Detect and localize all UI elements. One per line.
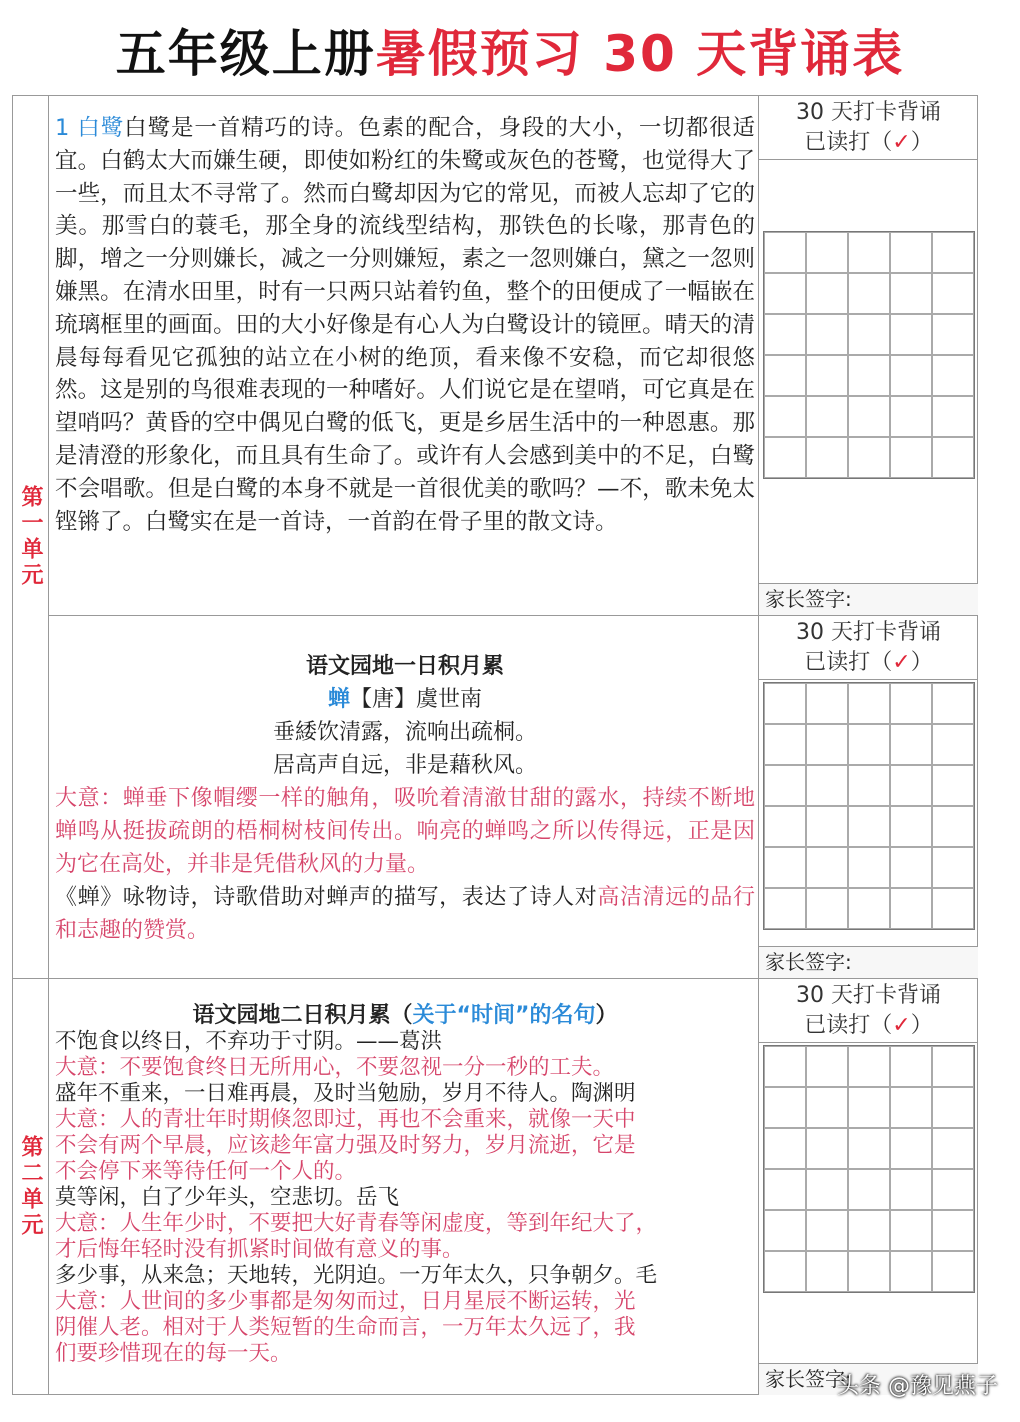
quote-meaning: 不会停下来等待任何一个人的。 [55, 1159, 357, 1184]
checkin-cell[interactable] [932, 1169, 974, 1210]
lesson-body: 白鹭是一首精巧的诗。色素的配合，身段的大小，一切都很适宜。白鹤太大而嫌生硬，即使如粉红的朱鹭或灰色的苍鹭，也觉得大了一些，而且太不寻常了。然而白鹭却因为它的常见，而被人忘却了它的美。那雪白的蓑毛，那全身的流线型结构，那铁色的长喙，那青色的脚，增之一分则嫌长，减之一分则嫌短，素之一忽则嫌白，黛之一忽则嫌黑。在清水田里，时有一只两只站着钓鱼，整个的田便成了一幅嵌在琉璃框里的画面。田的大小好像是有心人为白鹭设计的镜匣。晴天的清晨每每看见它孤独的站立在小树的绝顶，看来像不安稳，而它却很悠然。这是别的鸟很难表现的一种嗜好。人们说它是在望哨，可它真是在望哨吗？黄昏的空中偶见白鹭的低飞，更是乡居生活中的一种恩惠。那是清澄的形象化，而且具有生命了。或许有人会感到美中的不足，白鹭不会唱歌。但是白鹭的本身不就是一首很优美的歌吗？—不，歌未免太铿锵了。白鹭实在是一首诗，一首韵在骨子里的散文诗。 [55, 115, 755, 535]
checkin-cell[interactable] [890, 1046, 932, 1087]
checkin-cell[interactable] [890, 1087, 932, 1128]
checkin-cell[interactable] [890, 683, 932, 724]
checkin-cell[interactable] [890, 355, 932, 396]
checkin-cell[interactable] [848, 765, 890, 806]
checkin-cell[interactable] [848, 314, 890, 355]
checkin-cell[interactable] [932, 232, 974, 273]
checkin-cell[interactable] [806, 1087, 848, 1128]
quote-line: 不饱食以终日，不弃功于寸阴。——葛洪 [55, 1029, 443, 1054]
read-mark-label: 已读打（ [804, 650, 893, 675]
checkin-cell[interactable] [932, 1087, 974, 1128]
poem-meaning: 大意：蝉垂下像帽缨一样的触角，吸吮着清澈甘甜的露水，持续不断地蝉鸣从挺拔疏朗的梧桐树枝间传出。响亮的蝉鸣之所以传得远，正是因为它在高处，并非是凭借秋风的力量。 [55, 786, 755, 877]
egret-text [55, 96, 755, 615]
poem-line: 垂緌饮清露，流响出疏桐。 [272, 720, 537, 745]
recitation-table [12, 95, 978, 1395]
checkin-cell[interactable] [932, 683, 974, 724]
checkin-cell[interactable] [764, 314, 806, 355]
checkin-cell[interactable] [848, 806, 890, 847]
checkin-cell[interactable] [932, 437, 974, 478]
checkin-cell[interactable] [890, 724, 932, 765]
checkin-cell[interactable] [764, 355, 806, 396]
checkin-cell[interactable] [806, 1046, 848, 1087]
checkin-cell[interactable] [890, 888, 932, 929]
checkin-cell[interactable] [932, 806, 974, 847]
quote-meaning: 们要珍惜现在的每一天。 [55, 1341, 292, 1366]
checkin-cell[interactable] [890, 314, 932, 355]
checkin-cell[interactable] [890, 806, 932, 847]
title-part1: 五年级上册 [115, 25, 376, 83]
checkin-cell[interactable] [848, 847, 890, 888]
checkin-cell[interactable] [806, 888, 848, 929]
checkin-grid[interactable] [763, 682, 975, 930]
poem-author: 【唐】虞世南 [350, 687, 483, 712]
checkin-cell[interactable] [806, 1210, 848, 1251]
checkin-cell[interactable] [848, 1087, 890, 1128]
poem-note: 《蝉》咏物诗，诗歌借助对蝉声的描写，表达了诗人对 [55, 885, 598, 910]
checkin-panel [758, 979, 978, 1395]
quote-meaning: 阴催人老。相对于人类短暂的生命而言，一万年太久远了，我 [55, 1315, 636, 1340]
checkin-grid[interactable] [763, 231, 975, 479]
checkin-cell[interactable] [932, 1251, 974, 1292]
title-part2: 暑假预习 30 天背诵表 [375, 25, 905, 83]
checkin-cell[interactable] [848, 1169, 890, 1210]
checkin-cell[interactable] [890, 1128, 932, 1169]
read-mark-label: 已读打（ [804, 130, 893, 155]
parent-signature[interactable]: 家长签字: [759, 583, 978, 615]
checkin-cell[interactable] [890, 1251, 932, 1292]
parent-signature[interactable]: 家长签字: [759, 1363, 978, 1395]
poem-note-highlight: 高洁清远的品行和志趣的赞赏。 [55, 885, 755, 943]
checkin-cell[interactable] [890, 765, 932, 806]
poem-title: 蝉 [327, 687, 350, 712]
checkin-cell[interactable] [848, 273, 890, 314]
checkin-cell[interactable] [848, 1251, 890, 1292]
checkin-cell[interactable] [932, 396, 974, 437]
unit-label-2: 第二单元 [13, 979, 49, 1395]
checkin-cell[interactable] [932, 1128, 974, 1169]
checkin-cell[interactable] [848, 396, 890, 437]
quote-line: 多少事，从来急；天地转，光阴迫。一万年太久，只争朝夕。毛 [55, 1263, 658, 1288]
checkin-cell[interactable] [848, 1210, 890, 1251]
heading-end: ） [595, 1003, 618, 1028]
checkin-cell[interactable] [932, 847, 974, 888]
checkin-cell[interactable] [806, 765, 848, 806]
checkin-cell[interactable] [890, 1169, 932, 1210]
checkin-cell[interactable] [848, 1046, 890, 1087]
checkin-grid[interactable] [763, 1045, 975, 1293]
checkin-cell[interactable] [806, 273, 848, 314]
section-cicada [49, 616, 978, 979]
checkin-cell[interactable] [848, 437, 890, 478]
cicada-text [55, 616, 755, 978]
checkin-cell[interactable] [806, 232, 848, 273]
check-icon: ✓ [892, 650, 911, 675]
checkin-cell[interactable] [806, 437, 848, 478]
checkin-cell[interactable] [932, 888, 974, 929]
checkin-cell[interactable] [890, 847, 932, 888]
checkin-cell[interactable] [764, 273, 806, 314]
checkin-cell[interactable] [764, 888, 806, 929]
checkin-cell[interactable] [806, 683, 848, 724]
read-mark-end: ） [910, 130, 933, 155]
checkin-cell[interactable] [890, 273, 932, 314]
checkin-cell[interactable] [764, 1087, 806, 1128]
checkin-cell[interactable] [932, 1210, 974, 1251]
checkin-cell[interactable] [764, 806, 806, 847]
checkin-cell[interactable] [932, 724, 974, 765]
checkin-cell[interactable] [764, 1169, 806, 1210]
quote-line: 盛年不重来，一日难再晨，及时当勉励，岁月不待人。陶渊明 [55, 1081, 636, 1106]
parent-signature[interactable]: 家长签字: [759, 946, 978, 978]
checkin-cell[interactable] [932, 355, 974, 396]
section-egret [49, 96, 978, 616]
checkin-title: 30 天打卡背诵 [796, 620, 941, 645]
checkin-cell[interactable] [764, 724, 806, 765]
checkin-cell[interactable] [932, 1046, 974, 1087]
read-mark-end: ） [910, 1013, 933, 1038]
checkin-cell[interactable] [848, 888, 890, 929]
checkin-cell[interactable] [764, 1046, 806, 1087]
checkin-panel [758, 96, 978, 615]
unit-label-1: 第一单元 [13, 96, 49, 979]
quote-meaning: 大意：人世间的多少事都是匆匆而过，日月星辰不断运转，光 [55, 1289, 636, 1314]
checkin-cell[interactable] [764, 437, 806, 478]
checkin-cell[interactable] [848, 355, 890, 396]
checkin-cell[interactable] [764, 1251, 806, 1292]
checkin-title: 30 天打卡背诵 [796, 100, 941, 125]
checkin-cell[interactable] [806, 847, 848, 888]
checkin-cell[interactable] [806, 1169, 848, 1210]
checkin-cell[interactable] [890, 1210, 932, 1251]
checkin-cell[interactable] [806, 396, 848, 437]
checkin-cell[interactable] [890, 232, 932, 273]
quote-meaning: 不会有两个早晨，应该趁年富力强及时努力，岁月流逝，它是 [55, 1133, 636, 1158]
quotes-text [55, 979, 755, 1395]
checkin-cell[interactable] [806, 1128, 848, 1169]
checkin-cell[interactable] [932, 273, 974, 314]
section-heading: 语文园地一日积月累 [305, 654, 504, 679]
checkin-cell[interactable] [848, 724, 890, 765]
section-heading: 语文园地二日积月累（ [192, 1003, 413, 1028]
checkin-cell[interactable] [764, 396, 806, 437]
watermark: 头条 @豫见燕子 [837, 1374, 998, 1399]
checkin-cell[interactable] [848, 232, 890, 273]
lesson-label: 1 白鹭 [55, 115, 125, 141]
section-subheading: 关于“时间”的名句 [412, 1003, 596, 1028]
checkin-cell[interactable] [764, 847, 806, 888]
checkin-cell[interactable] [764, 1210, 806, 1251]
page-title [0, 14, 1020, 86]
checkin-cell[interactable] [764, 765, 806, 806]
quote-meaning: 才后悔年轻时没有抓紧时间做有意义的事。 [55, 1237, 464, 1262]
checkin-cell[interactable] [764, 232, 806, 273]
checkin-cell[interactable] [806, 1251, 848, 1292]
quote-meaning: 大意：不要饱食终日无所用心，不要忽视一分一秒的工夫。 [55, 1055, 615, 1080]
check-icon: ✓ [892, 130, 911, 155]
checkin-cell[interactable] [890, 437, 932, 478]
quote-meaning: 大意：人的青壮年时期倏忽即过，再也不会重来，就像一天中 [55, 1107, 636, 1132]
checkin-cell[interactable] [848, 683, 890, 724]
read-mark-end: ） [910, 650, 933, 675]
checkin-cell[interactable] [764, 683, 806, 724]
checkin-cell[interactable] [932, 765, 974, 806]
quote-meaning: 大意：人生年少时，不要把大好青春等闲虚度，等到年纪大了， [55, 1211, 658, 1236]
read-mark-label: 已读打（ [804, 1013, 893, 1038]
checkin-cell[interactable] [806, 355, 848, 396]
quote-line: 莫等闲，白了少年头，空悲切。岳飞 [55, 1185, 400, 1210]
poem-line: 居高声自远，非是藉秋风。 [272, 753, 537, 778]
checkin-cell[interactable] [806, 724, 848, 765]
checkin-cell[interactable] [806, 314, 848, 355]
checkin-panel [758, 616, 978, 978]
checkin-cell[interactable] [764, 1128, 806, 1169]
checkin-title: 30 天打卡背诵 [796, 983, 941, 1008]
check-icon: ✓ [892, 1013, 911, 1038]
checkin-cell[interactable] [890, 396, 932, 437]
checkin-cell[interactable] [806, 806, 848, 847]
checkin-cell[interactable] [848, 1128, 890, 1169]
section-time-quotes [49, 979, 978, 1395]
checkin-cell[interactable] [932, 314, 974, 355]
